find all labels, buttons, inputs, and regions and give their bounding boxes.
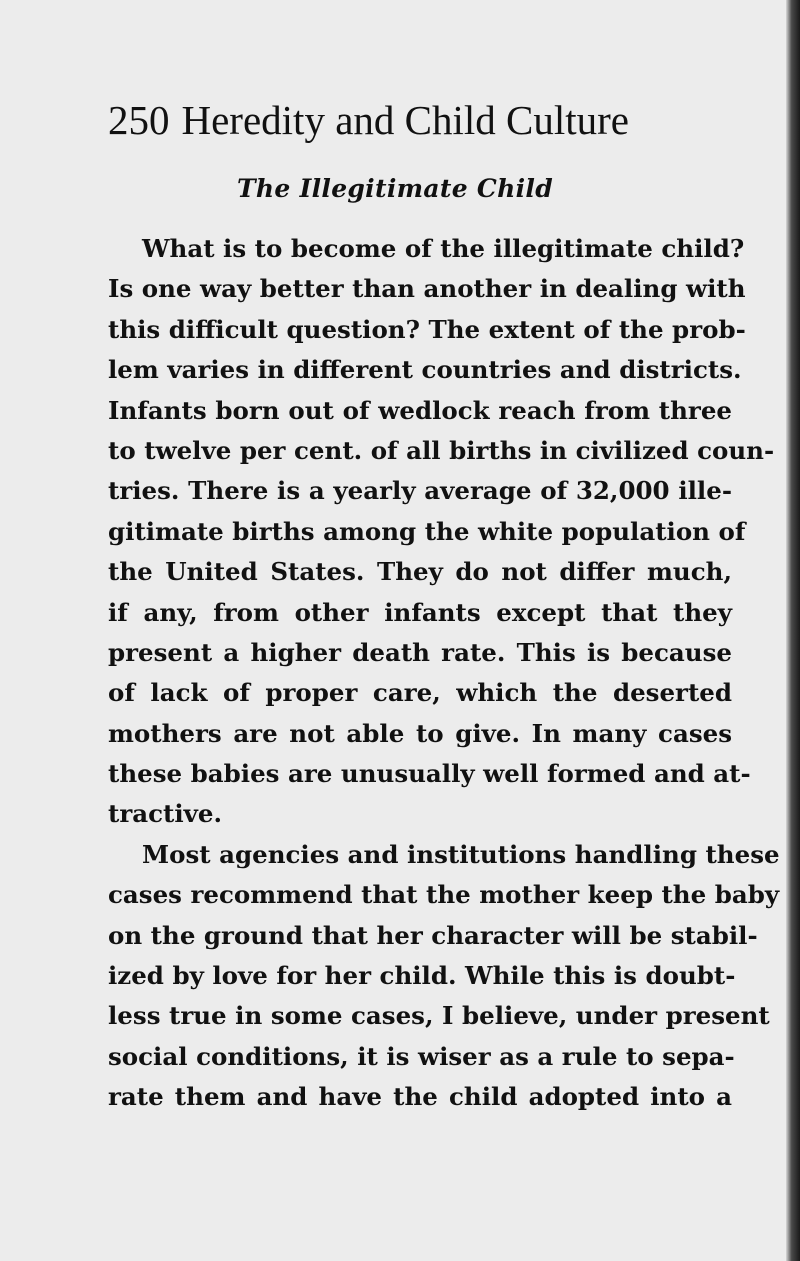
text-line: this difficult question? The extent of the prob-	[108, 314, 746, 344]
running-head	[108, 96, 629, 144]
book-title: Heredity and Child Culture	[181, 97, 629, 143]
text-line: social conditions, it is wiser as a rule to sepa-	[108, 1041, 735, 1071]
text-line: gitimate births among the white population of	[108, 516, 746, 546]
section-title: The Illegitimate Child	[237, 174, 553, 203]
text-line: ized by love for her child. While this is doubt-	[108, 961, 736, 991]
text-line: rate them and have the child adopted into a	[108, 1082, 732, 1112]
text-line: tries. There is a yearly average of 32,000 ille-	[108, 476, 732, 506]
text-line: Is one way better than another in dealing with	[108, 274, 746, 304]
text-line: cases recommend that the mother keep the baby	[108, 880, 780, 910]
text-line: these babies are unusually well formed and at-	[108, 759, 751, 789]
text-line: the United States. They do not differ much,	[108, 557, 732, 587]
text-line: mothers are not able to give. In many cases	[108, 718, 732, 748]
page-number: 250	[108, 97, 170, 143]
text-line: Most agencies and institutions handling these	[142, 839, 780, 869]
page-edge-shadow	[786, 0, 800, 1261]
text-line: present a higher death rate. This is because	[108, 637, 732, 667]
text-line: tractive.	[108, 799, 222, 829]
body-text	[108, 229, 780, 1118]
text-line: if any, from other infants except that they	[108, 597, 732, 627]
text-line: What is to become of the illegitimate child?	[142, 234, 745, 263]
text-line: to twelve per cent. of all births in civilized coun-	[108, 435, 775, 465]
text-line: less true in some cases, I believe, under present	[108, 1001, 770, 1031]
text-line: Infants born out of wedlock reach from three	[108, 395, 732, 425]
text-line: lem varies in different countries and districts.	[108, 355, 742, 385]
text-line: on the ground that her character will be stabil-	[108, 920, 758, 950]
text-line: of lack of proper care, which the deserted	[108, 678, 732, 708]
